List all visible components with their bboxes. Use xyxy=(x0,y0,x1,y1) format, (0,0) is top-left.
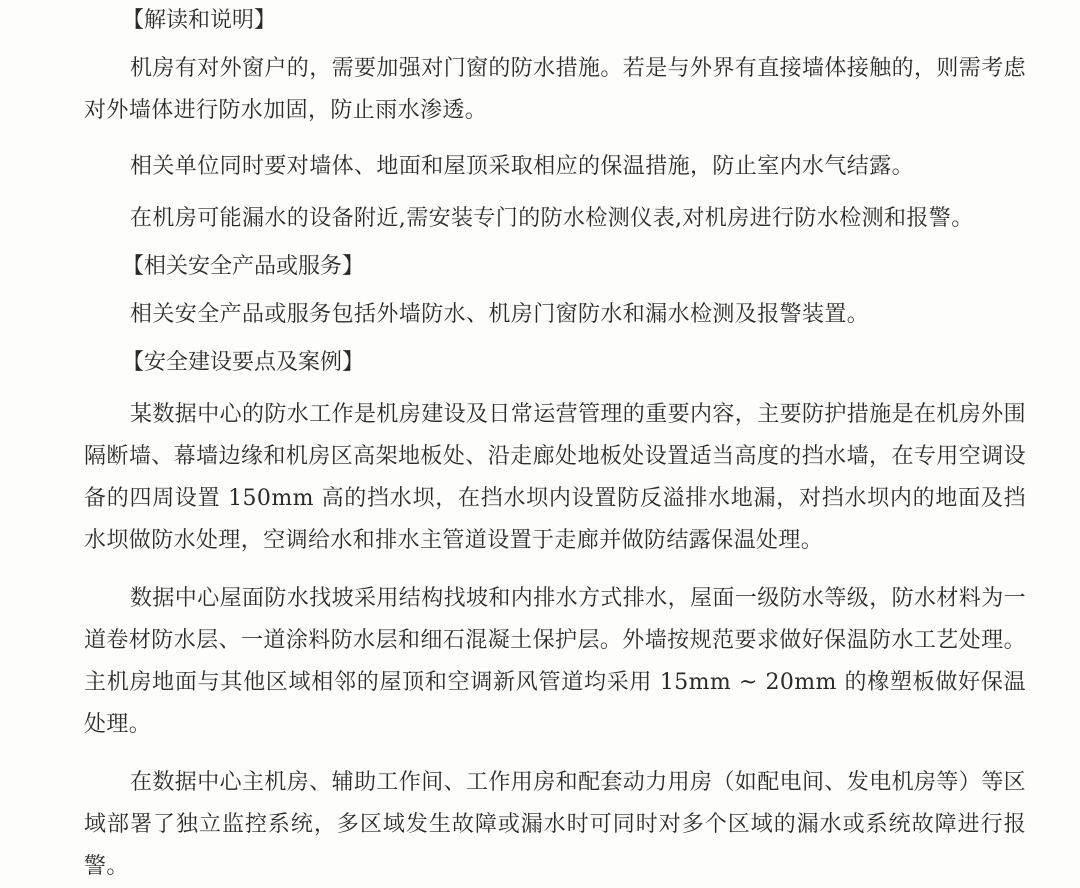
paragraph-products-services: 相关安全产品或服务包括外墙防水、机房门窗防水和漏水检测及报警装置。 xyxy=(130,302,870,327)
paragraph-case-waterproofing: 某数据中心的防水工作是机房建设及日常运营管理的重要内容，主要防护措施是在机房外围隔断墙、幕墙边缘和机房区高架地板处、沿走廊处地板处设置适当高度的挡水墙，在专用空调设备的四周设置 150mm 高的挡水坝，在挡水坝内设置防反溢排水地漏，对挡水坝内的地面及挡水坝做防水处理，空调给水和排水主管道设置于走廊并做防结露保温处理。 xyxy=(84,402,1027,553)
paragraph-leak-detection: 在机房可能漏水的设备附近,需安装专门的防水检测仪表,对机房进行防水检测和报警。 xyxy=(130,206,974,231)
paragraph-windows-waterproofing: 机房有对外窗户的，需要加强对门窗的防水措施。若是与外界有直接墙体接触的，则需考虑对外墙体进行防水加固，防止雨水渗透。 xyxy=(84,56,1027,123)
paragraph-case-monitoring: 在数据中心主机房、辅助工作间、工作用房和配套动力用房（如配电间、发电机房等）等区域部署了独立监控系统，多区域发生故障或漏水时可同时对多个区域的漏水或系统故障进行报警。 xyxy=(84,770,1027,879)
section-heading-products: 【相关安全产品或服务】 xyxy=(122,254,365,279)
section-heading-interpretation: 【解读和说明】 xyxy=(122,8,277,33)
section-heading-cases: 【安全建设要点及案例】 xyxy=(122,350,365,375)
paragraph-case-roof-insulation: 数据中心屋面防水找坡采用结构找坡和内排水方式排水，屋面一级防水等级，防水材料为一道卷材防水层、一道涂料防水层和细石混凝土保护层。外墙按规范要求做好保温防水工艺处理。主机房地面与其他区域相邻的屋顶和空调新风管道均采用 15mm ~ 20mm 的橡塑板做好保温处理。 xyxy=(84,586,1027,737)
paragraph-insulation-measures: 相关单位同时要对墙体、地面和屋顶采取相应的保温措施，防止室内水气结露。 xyxy=(130,154,915,179)
